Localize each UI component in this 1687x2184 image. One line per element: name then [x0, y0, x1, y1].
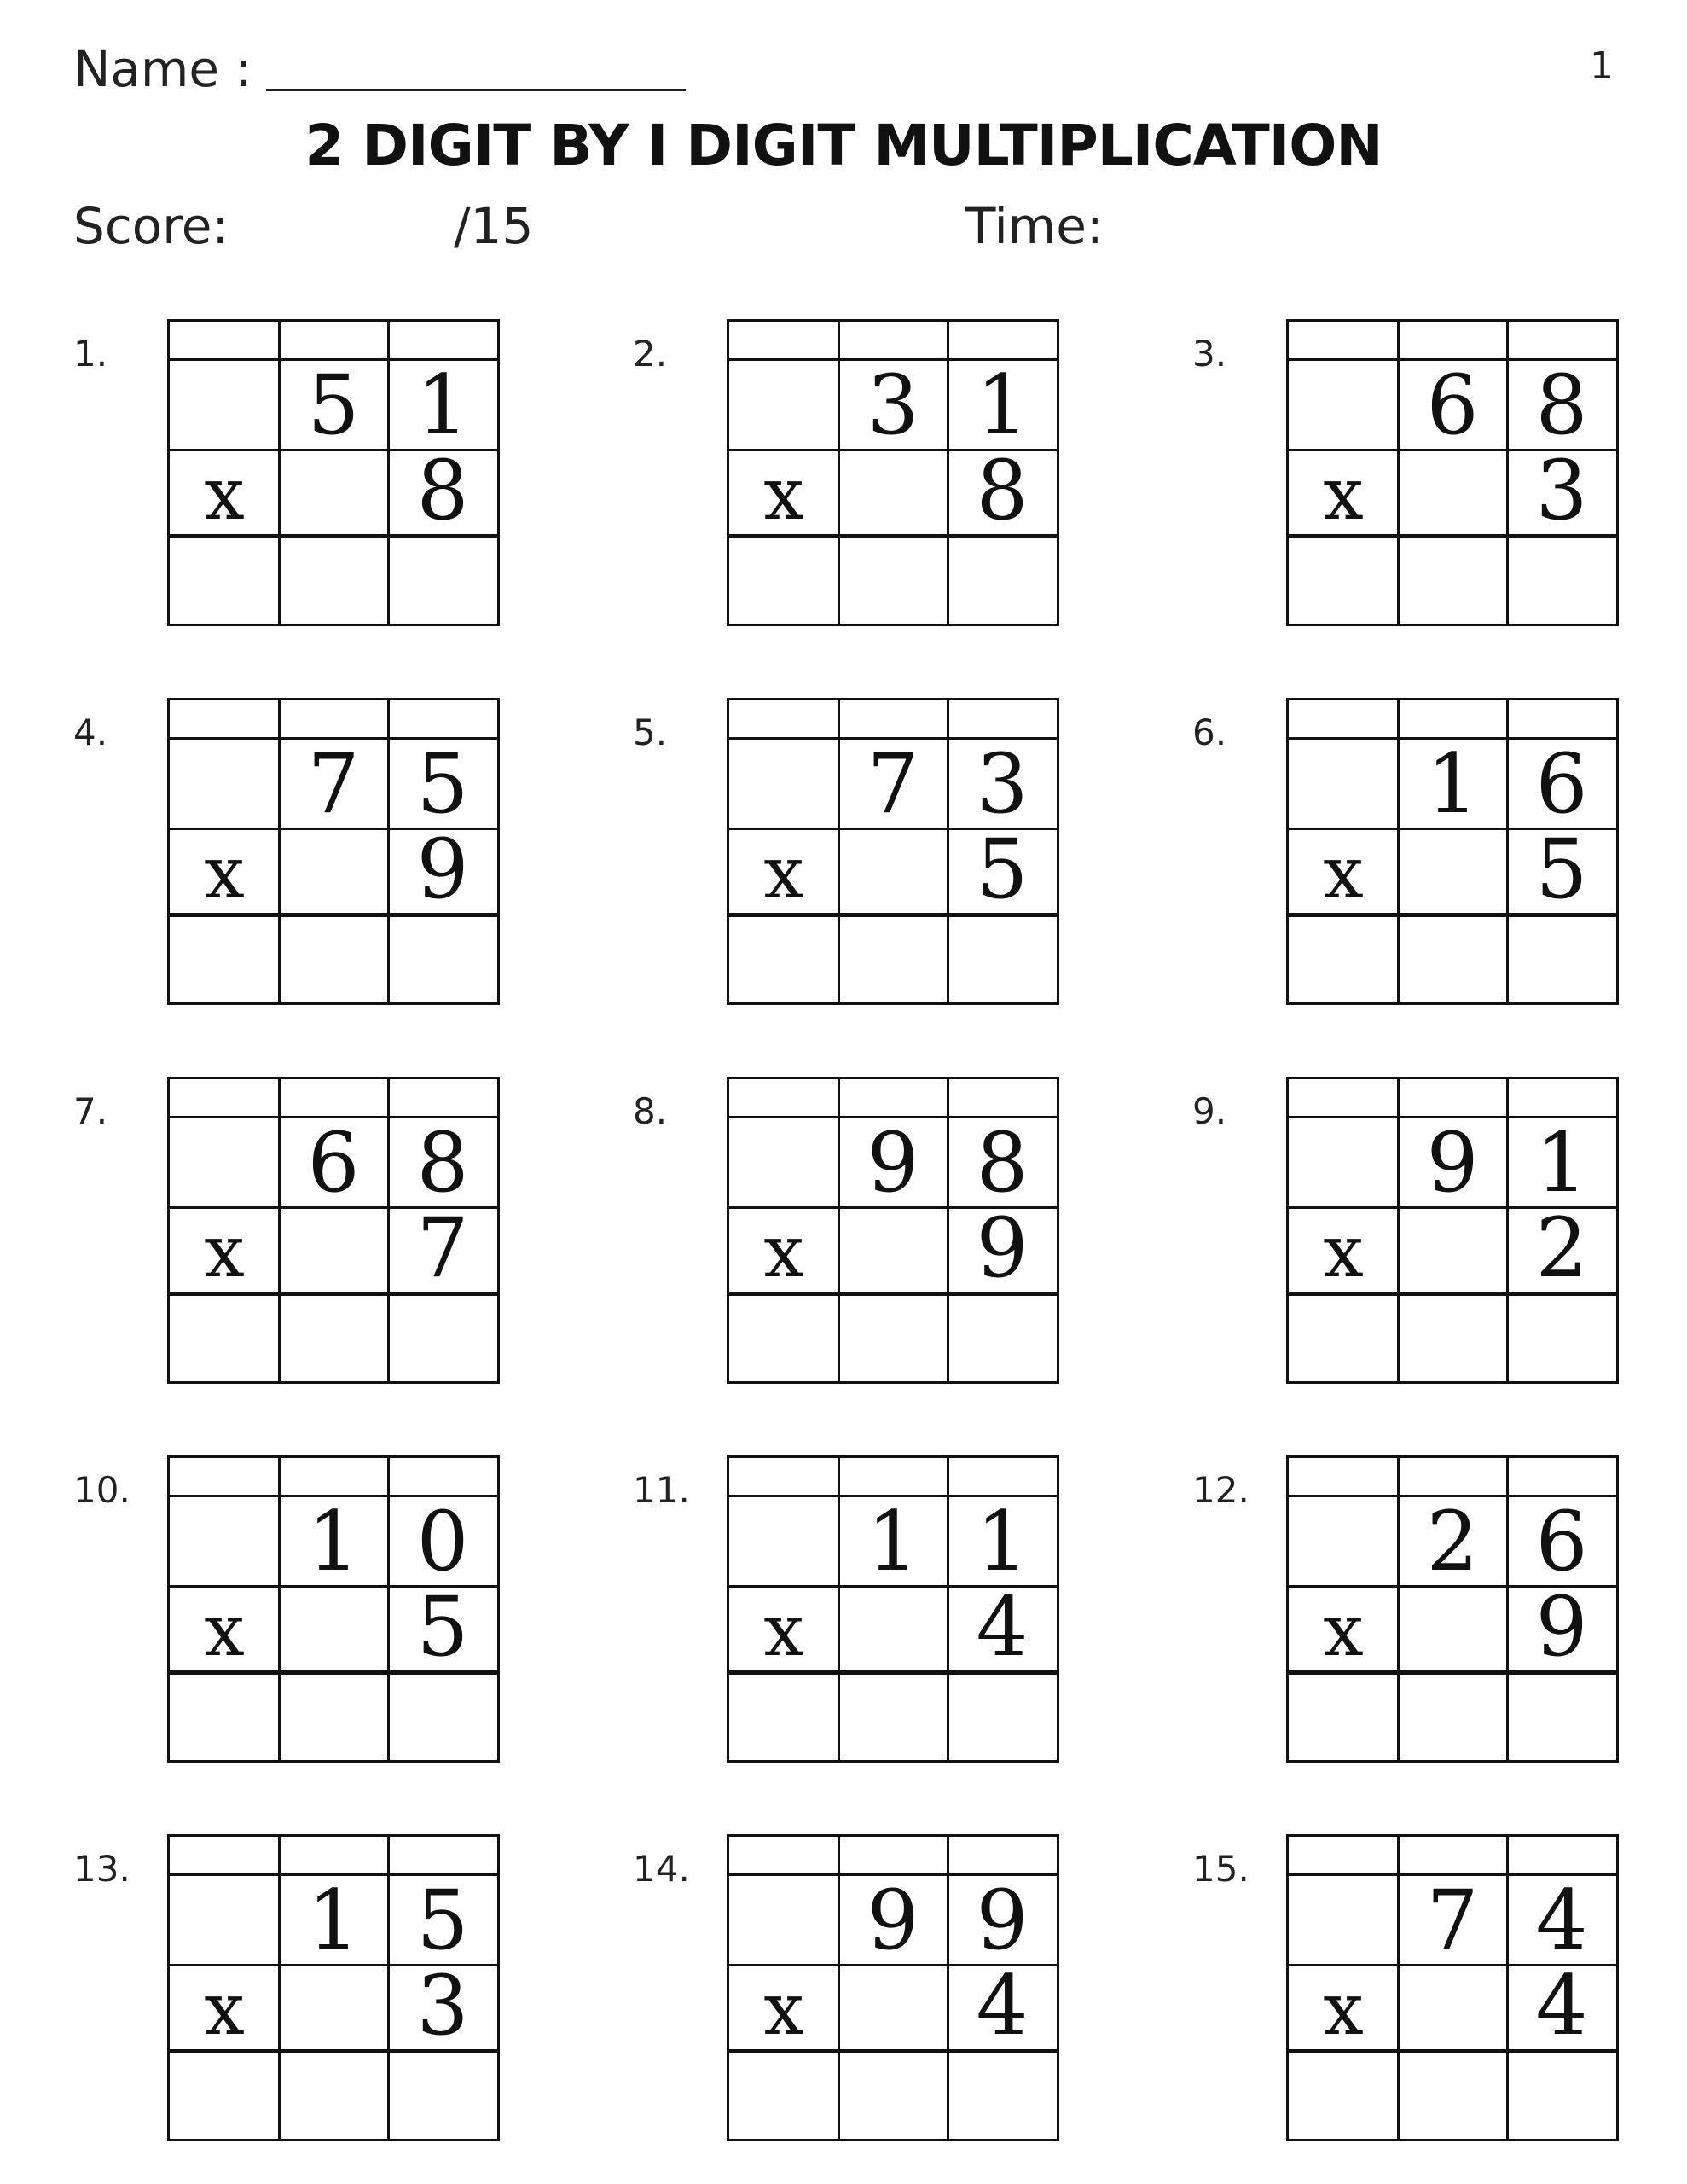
problem-number: 10. [73, 1469, 130, 1511]
multiply-sign: x [204, 831, 245, 915]
multiplier-digit: 5 [416, 1579, 469, 1675]
problem-number: 12. [1192, 1469, 1249, 1511]
multiply-sign: x [204, 452, 245, 536]
answer-cell[interactable] [729, 1294, 838, 1381]
answer-cell[interactable] [170, 1294, 279, 1381]
top-tens-digit: 1 [307, 1494, 360, 1589]
answer-cell[interactable] [170, 537, 279, 624]
problem-number: 5. [633, 712, 668, 753]
answer-cell[interactable] [1289, 1673, 1398, 1760]
multiplier-digit: 5 [1535, 822, 1588, 917]
problem-number: 14. [633, 1848, 690, 1890]
problem-3 [1192, 319, 1687, 643]
multiplier-digit: 4 [976, 1579, 1029, 1675]
problem-12 [1192, 1455, 1687, 1780]
problem-6 [1192, 698, 1687, 1022]
carry-cell[interactable] [1398, 322, 1507, 359]
problem-4 [73, 698, 585, 1022]
top-tens-digit: 9 [867, 1115, 919, 1211]
multiplier-digit: 9 [416, 822, 469, 917]
answer-cell[interactable] [1507, 915, 1616, 1002]
problem-number: 4. [73, 712, 108, 753]
top-ones-digit: 8 [416, 1115, 469, 1211]
carry-cell[interactable] [1507, 1837, 1616, 1874]
answer-grid [727, 1077, 1059, 1384]
name-label: Name : [73, 40, 252, 98]
top-ones-digit: 8 [976, 1115, 1029, 1211]
top-ones-digit: 1 [416, 357, 469, 453]
problem-8 [633, 1077, 1145, 1401]
multiplier-digit: 8 [976, 443, 1029, 538]
worksheet-title: 2 DIGIT BY I DIGIT MULTIPLICATION [304, 113, 1383, 178]
carry-cell[interactable] [170, 1079, 279, 1117]
top-ones-digit: 8 [1535, 357, 1588, 453]
multiplier-digit: 9 [976, 1200, 1029, 1296]
answer-grid [1286, 698, 1619, 1005]
answer-grid [167, 1077, 500, 1384]
answer-cell[interactable] [279, 537, 388, 624]
problem-number: 7. [73, 1090, 108, 1132]
top-ones-digit: 3 [976, 736, 1029, 832]
top-ones-digit: 6 [1535, 1494, 1588, 1589]
multiplier-digit: 4 [1535, 1958, 1588, 2053]
problem-number: 8. [633, 1090, 668, 1132]
answer-cell[interactable] [1507, 2052, 1616, 2139]
multiplier-digit: 9 [1535, 1579, 1588, 1675]
answer-cell[interactable] [170, 1673, 279, 1760]
problem-2 [633, 319, 1145, 643]
top-tens-digit: 5 [307, 357, 360, 453]
carry-cell[interactable] [838, 322, 948, 359]
name-input-line[interactable] [266, 89, 686, 91]
answer-cell[interactable] [729, 915, 838, 1002]
carry-cell[interactable] [1507, 1458, 1616, 1496]
top-tens-digit: 7 [1426, 1873, 1479, 1968]
carry-cell[interactable] [1289, 1837, 1398, 1874]
answer-cell[interactable] [729, 537, 838, 624]
carry-cell[interactable] [948, 1079, 1057, 1117]
carry-cell[interactable] [729, 322, 838, 359]
problem-number: 13. [73, 1848, 130, 1890]
multiply-sign: x [1323, 1210, 1364, 1293]
answer-cell[interactable] [838, 2052, 948, 2139]
carry-cell[interactable] [729, 1079, 838, 1117]
answer-cell[interactable] [388, 537, 497, 624]
answer-cell[interactable] [1398, 915, 1507, 1002]
answer-cell[interactable] [388, 1673, 497, 1760]
carry-cell[interactable] [1289, 1079, 1398, 1117]
multiply-sign: x [763, 831, 804, 915]
multiply-sign: x [763, 1589, 804, 1672]
answer-grid [1286, 319, 1619, 626]
answer-cell[interactable] [838, 915, 948, 1002]
time-label: Time: [965, 197, 1104, 255]
multiplier-digit: 5 [976, 822, 1029, 917]
multiplier-digit: 7 [416, 1200, 469, 1296]
answer-cell[interactable] [388, 2052, 497, 2139]
carry-cell[interactable] [838, 1458, 948, 1496]
multiply-sign: x [204, 1967, 245, 2051]
carry-cell[interactable] [1398, 1837, 1507, 1874]
answer-grid [1286, 1077, 1619, 1384]
problem-11 [633, 1455, 1145, 1780]
answer-grid [167, 319, 500, 626]
problem-number: 11. [633, 1469, 690, 1511]
top-tens-digit: 1 [867, 1494, 919, 1589]
carry-cell[interactable] [729, 1837, 838, 1874]
carry-cell[interactable] [948, 1458, 1057, 1496]
answer-cell[interactable] [729, 2052, 838, 2139]
carry-cell[interactable] [279, 1079, 388, 1117]
carry-cell[interactable] [170, 1837, 279, 1874]
answer-cell[interactable] [1507, 1673, 1616, 1760]
problem-9 [1192, 1077, 1687, 1401]
carry-cell[interactable] [948, 1837, 1057, 1874]
top-tens-digit: 6 [1426, 357, 1479, 453]
multiply-sign: x [1323, 1589, 1364, 1672]
answer-cell[interactable] [948, 1294, 1057, 1381]
top-ones-digit: 1 [976, 1494, 1029, 1589]
top-tens-digit: 3 [867, 357, 919, 453]
carry-cell[interactable] [1289, 322, 1398, 359]
answer-cell[interactable] [1507, 537, 1616, 624]
answer-grid [1286, 1834, 1619, 2141]
top-ones-digit: 9 [976, 1873, 1029, 1968]
top-ones-digit: 5 [416, 736, 469, 832]
multiply-sign: x [1323, 452, 1364, 536]
problem-number: 1. [73, 333, 108, 375]
top-tens-digit: 1 [307, 1873, 360, 1968]
top-tens-digit: 7 [867, 736, 919, 832]
score-total: /15 [454, 197, 534, 255]
problem-13 [73, 1834, 585, 2158]
answer-grid [727, 319, 1059, 626]
answer-grid [167, 698, 500, 1005]
answer-cell[interactable] [1398, 1294, 1507, 1381]
top-ones-digit: 5 [416, 1873, 469, 1968]
carry-cell[interactable] [838, 700, 948, 738]
carry-cell[interactable] [1289, 1458, 1398, 1496]
multiply-sign: x [763, 452, 804, 536]
answer-cell[interactable] [279, 1294, 388, 1381]
top-ones-digit: 4 [1535, 1873, 1588, 1968]
problem-number: 9. [1192, 1090, 1227, 1132]
answer-grid [727, 1834, 1059, 2141]
top-tens-digit: 6 [307, 1115, 360, 1211]
answer-cell[interactable] [170, 915, 279, 1002]
answer-grid [727, 1455, 1059, 1763]
answer-grid [727, 698, 1059, 1005]
problem-5 [633, 698, 1145, 1022]
answer-cell[interactable] [388, 1294, 497, 1381]
answer-cell[interactable] [1507, 1294, 1616, 1381]
carry-cell[interactable] [838, 1079, 948, 1117]
carry-cell[interactable] [279, 1837, 388, 1874]
carry-cell[interactable] [170, 322, 279, 359]
multiplier-digit: 4 [976, 1958, 1029, 2053]
problem-number: 6. [1192, 712, 1227, 753]
top-tens-digit: 9 [1426, 1115, 1479, 1211]
answer-cell[interactable] [1289, 915, 1398, 1002]
problem-10 [73, 1455, 585, 1780]
carry-cell[interactable] [1398, 1079, 1507, 1117]
answer-cell[interactable] [1289, 2052, 1398, 2139]
multiply-sign: x [763, 1210, 804, 1293]
answer-cell[interactable] [729, 1673, 838, 1760]
answer-cell[interactable] [838, 537, 948, 624]
carry-cell[interactable] [388, 1079, 497, 1117]
multiplier-digit: 3 [416, 1958, 469, 2053]
carry-cell[interactable] [729, 1458, 838, 1496]
carry-cell[interactable] [1507, 1079, 1616, 1117]
answer-cell[interactable] [1289, 1294, 1398, 1381]
answer-cell[interactable] [948, 1673, 1057, 1760]
answer-cell[interactable] [948, 537, 1057, 624]
carry-cell[interactable] [1398, 700, 1507, 738]
carry-cell[interactable] [388, 1837, 497, 1874]
carry-cell[interactable] [1507, 322, 1616, 359]
answer-cell[interactable] [279, 2052, 388, 2139]
top-tens-digit: 7 [307, 736, 360, 832]
top-tens-digit: 1 [1426, 736, 1479, 832]
problem-15 [1192, 1834, 1687, 2158]
answer-cell[interactable] [1398, 1673, 1507, 1760]
answer-cell[interactable] [388, 915, 497, 1002]
answer-cell[interactable] [170, 2052, 279, 2139]
answer-cell[interactable] [948, 915, 1057, 1002]
carry-cell[interactable] [170, 1458, 279, 1496]
answer-cell[interactable] [948, 2052, 1057, 2139]
carry-cell[interactable] [170, 700, 279, 738]
carry-cell[interactable] [1289, 700, 1398, 738]
top-ones-digit: 0 [416, 1494, 469, 1589]
problem-14 [633, 1834, 1145, 2158]
answer-cell[interactable] [838, 1294, 948, 1381]
answer-cell[interactable] [838, 1673, 948, 1760]
problem-1 [73, 319, 585, 643]
answer-grid [1286, 1455, 1619, 1763]
multiply-sign: x [204, 1589, 245, 1672]
answer-cell[interactable] [279, 1673, 388, 1760]
carry-cell[interactable] [948, 322, 1057, 359]
carry-cell[interactable] [1507, 700, 1616, 738]
multiplier-digit: 3 [1535, 443, 1588, 538]
top-ones-digit: 6 [1535, 736, 1588, 832]
multiply-sign: x [1323, 831, 1364, 915]
problem-number: 15. [1192, 1848, 1249, 1890]
carry-cell[interactable] [388, 700, 497, 738]
multiplier-digit: 2 [1535, 1200, 1588, 1296]
answer-cell[interactable] [1289, 537, 1398, 624]
problem-number: 2. [633, 333, 668, 375]
carry-cell[interactable] [388, 1458, 497, 1496]
carry-cell[interactable] [729, 700, 838, 738]
answer-grid [167, 1834, 500, 2141]
multiply-sign: x [763, 1967, 804, 2051]
page-number: 1 [1590, 44, 1614, 88]
top-tens-digit: 2 [1426, 1494, 1479, 1589]
multiplier-digit: 8 [416, 443, 469, 538]
top-tens-digit: 9 [867, 1873, 919, 1968]
carry-cell[interactable] [948, 700, 1057, 738]
carry-cell[interactable] [388, 322, 497, 359]
answer-cell[interactable] [1398, 2052, 1507, 2139]
problem-number: 3. [1192, 333, 1227, 375]
carry-cell[interactable] [279, 322, 388, 359]
problem-7 [73, 1077, 585, 1401]
carry-cell[interactable] [279, 1458, 388, 1496]
answer-grid [167, 1455, 500, 1763]
multiply-sign: x [204, 1210, 245, 1293]
answer-cell[interactable] [1398, 537, 1507, 624]
carry-cell[interactable] [279, 700, 388, 738]
top-ones-digit: 1 [976, 357, 1029, 453]
top-ones-digit: 1 [1535, 1115, 1588, 1211]
carry-cell[interactable] [838, 1837, 948, 1874]
multiply-sign: x [1323, 1967, 1364, 2051]
carry-cell[interactable] [1398, 1458, 1507, 1496]
answer-cell[interactable] [279, 915, 388, 1002]
score-label: Score: [73, 197, 229, 255]
